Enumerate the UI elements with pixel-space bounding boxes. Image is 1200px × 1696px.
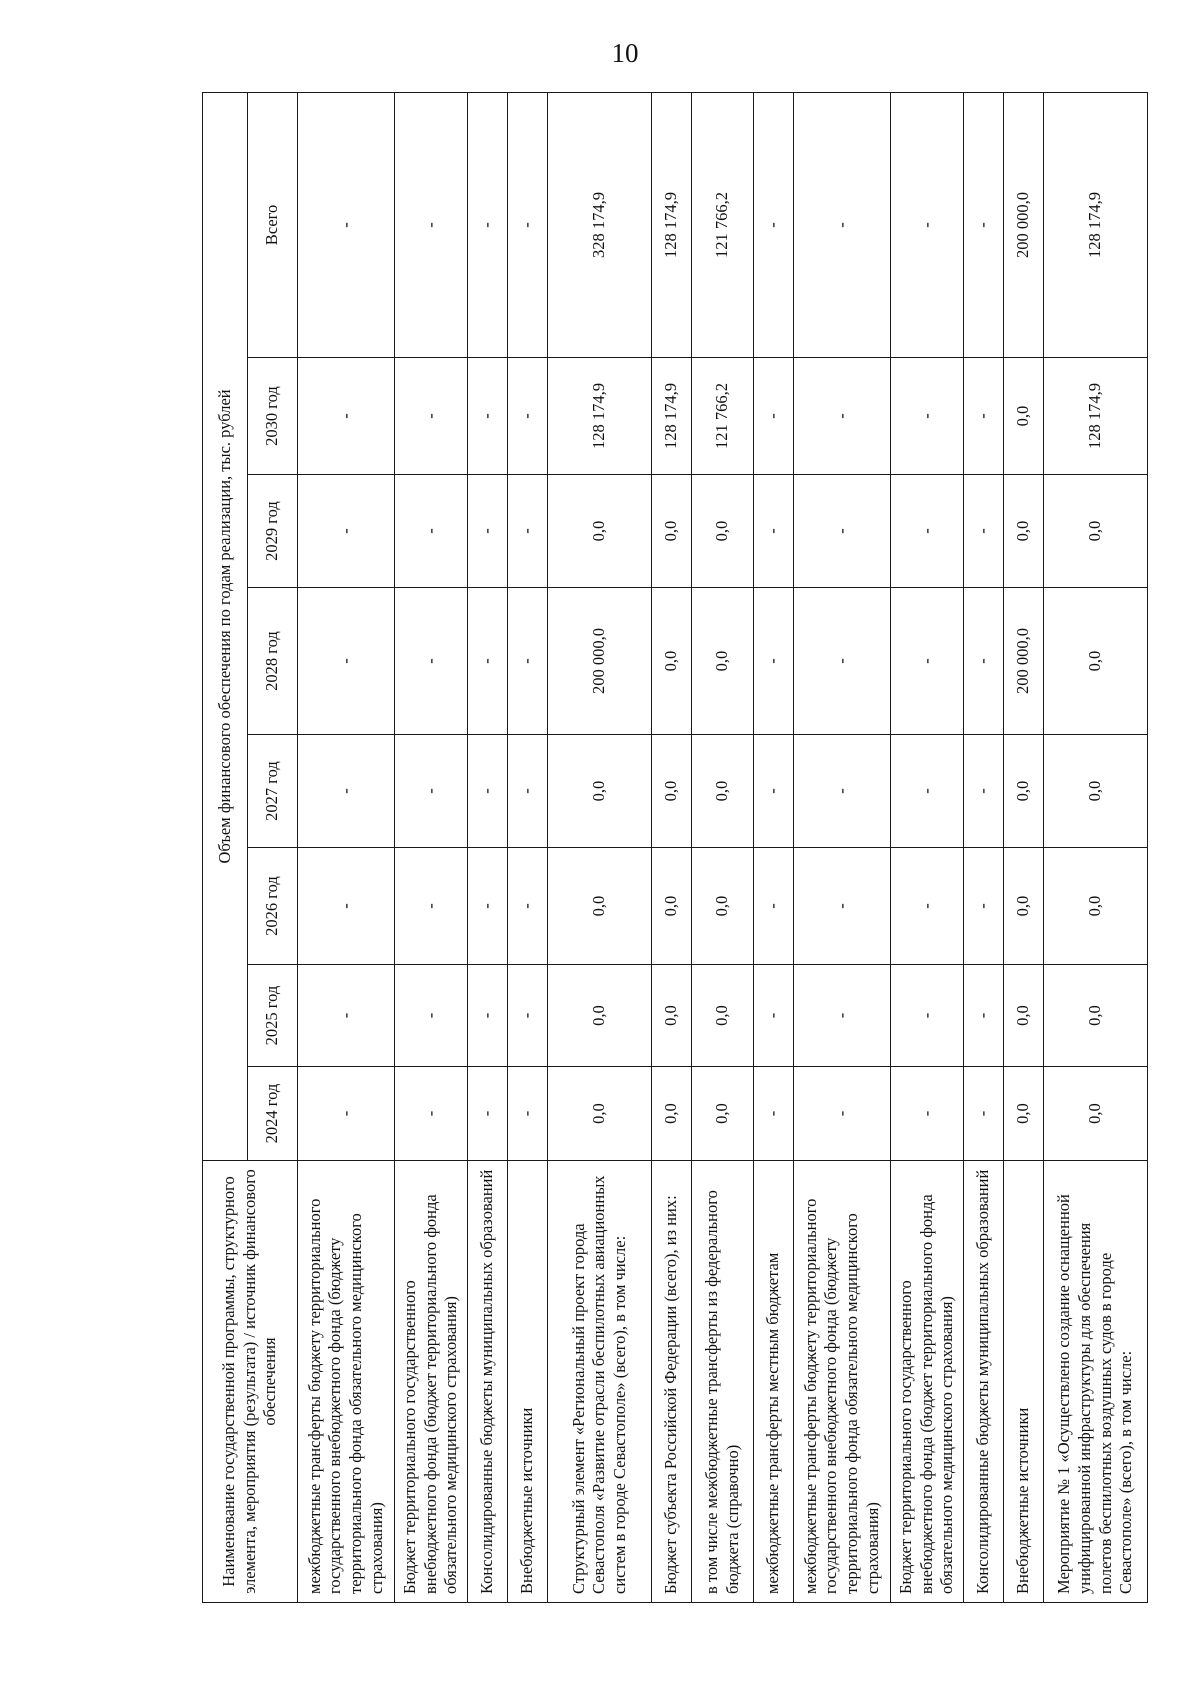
row-value-cell: -	[468, 588, 508, 735]
table-row	[395, 92, 468, 1602]
row-value-cell: 0,0	[1004, 965, 1044, 1067]
row-name-cell: Структурный элемент «Региональный проект города Севастополя «Развитие отрасли беспилотных авиационных систем в городе Севастополе» (всего), в том числе:	[548, 1161, 652, 1603]
row-value-cell: -	[964, 588, 1004, 735]
table-row	[891, 92, 964, 1602]
row-name-cell: Бюджет территориального государственного внебюджетного фонда (бюджет территориального фонда обязательного медицинского страхования)	[891, 1161, 964, 1603]
row-total-cell: -	[508, 92, 548, 357]
row-value-cell: -	[891, 358, 964, 475]
row-value-cell: 0,0	[652, 965, 692, 1067]
row-value-cell: 0,0	[652, 848, 692, 965]
header-year-2028: 2028 год	[248, 588, 298, 735]
row-value-cell: -	[754, 965, 794, 1067]
header-year-2025: 2025 год	[248, 965, 298, 1067]
row-value-cell: 0,0	[652, 588, 692, 735]
row-value-cell: 0,0	[692, 1067, 754, 1161]
row-total-cell: -	[964, 92, 1004, 357]
row-value-cell: -	[794, 1067, 891, 1161]
row-total-cell: 328 174,9	[548, 92, 652, 357]
row-value-cell: 0,0	[1044, 475, 1148, 588]
row-value-cell: -	[754, 735, 794, 848]
row-value-cell: -	[891, 848, 964, 965]
row-value-cell: -	[964, 475, 1004, 588]
row-value-cell: -	[964, 358, 1004, 475]
row-value-cell: -	[298, 1067, 395, 1161]
row-value-cell: 0,0	[692, 965, 754, 1067]
row-value-cell: 0,0	[692, 848, 754, 965]
row-value-cell: -	[508, 358, 548, 475]
table-row	[754, 92, 794, 1602]
header-year-2027: 2027 год	[248, 735, 298, 848]
row-value-cell: -	[891, 475, 964, 588]
rotated-table-container	[202, 93, 1147, 1603]
row-value-cell: 0,0	[1004, 358, 1044, 475]
row-value-cell: -	[508, 735, 548, 848]
row-value-cell: 0,0	[1004, 475, 1044, 588]
row-value-cell: -	[468, 358, 508, 475]
row-value-cell: -	[794, 588, 891, 735]
row-value-cell: -	[754, 358, 794, 475]
row-name-cell: Бюджет субъекта Российской Федерации (всего), из них:	[652, 1161, 692, 1603]
row-total-cell: 121 766,2	[692, 92, 754, 357]
page-number: 10	[611, 38, 639, 68]
table-body	[298, 92, 1148, 1602]
row-value-cell: -	[964, 735, 1004, 848]
row-value-cell: -	[794, 735, 891, 848]
row-name-cell: Внебюджетные источники	[508, 1161, 548, 1603]
row-value-cell: 0,0	[1044, 588, 1148, 735]
row-value-cell: -	[395, 475, 468, 588]
row-value-cell: -	[508, 965, 548, 1067]
table-row	[964, 92, 1004, 1602]
row-value-cell: -	[964, 1067, 1004, 1161]
row-value-cell: -	[754, 1067, 794, 1161]
row-value-cell: 128 174,9	[548, 358, 652, 475]
row-name-cell: Внебюджетные источники	[1004, 1161, 1044, 1603]
row-value-cell: -	[395, 848, 468, 965]
table-row	[298, 92, 395, 1602]
row-value-cell: -	[964, 965, 1004, 1067]
row-name-cell: Консолидированные бюджеты муниципальных образований	[468, 1161, 508, 1603]
row-value-cell: 0,0	[652, 735, 692, 848]
row-value-cell: -	[395, 965, 468, 1067]
row-value-cell: -	[508, 475, 548, 588]
row-value-cell: -	[891, 965, 964, 1067]
table-row	[1044, 92, 1148, 1602]
row-total-cell: -	[468, 92, 508, 357]
table-row	[794, 92, 891, 1602]
row-name-cell: в том числе межбюджетные трансферты из федерального бюджета (справочно)	[692, 1161, 754, 1603]
row-value-cell: 0,0	[652, 1067, 692, 1161]
header-year-2026: 2026 год	[248, 848, 298, 965]
row-value-cell: 0,0	[548, 848, 652, 965]
table-row	[692, 92, 754, 1602]
header-year-2030: 2030 год	[248, 358, 298, 475]
header-funding-group: Объем финансового обеспечения по годам реализации, тыс. рублей	[203, 92, 248, 1160]
row-value-cell: -	[468, 848, 508, 965]
row-value-cell: -	[794, 965, 891, 1067]
row-value-cell: 0,0	[1004, 1067, 1044, 1161]
row-value-cell: -	[964, 848, 1004, 965]
row-total-cell: -	[794, 92, 891, 357]
row-name-cell: межбюджетные трансферты бюджету территориального государственного внебюджетного фонда (бюджету территориального фонда обязательного медицинского страхования)	[794, 1161, 891, 1603]
row-value-cell: 0,0	[692, 735, 754, 848]
row-value-cell: -	[754, 848, 794, 965]
row-value-cell: -	[891, 588, 964, 735]
row-name-cell: межбюджетные трансферты бюджету территориального государственного внебюджетного фонда (бюджету территориального фонда обязательного медицинского страхования)	[298, 1161, 395, 1603]
row-value-cell: 0,0	[1004, 735, 1044, 848]
row-total-cell: 200 000,0	[1004, 92, 1044, 357]
header-name-column: Наименование государственной программы, структурного элемента, мероприятия (результата) / источник финансового обеспечения	[203, 1161, 298, 1603]
budget-table	[202, 92, 1148, 1603]
row-value-cell: -	[298, 965, 395, 1067]
row-value-cell: -	[395, 735, 468, 848]
row-total-cell: 128 174,9	[652, 92, 692, 357]
row-total-cell: -	[754, 92, 794, 357]
row-value-cell: 0,0	[548, 735, 652, 848]
header-row-group	[203, 92, 248, 1602]
table-row	[468, 92, 508, 1602]
row-value-cell: -	[794, 848, 891, 965]
row-value-cell: -	[468, 735, 508, 848]
row-value-cell: 0,0	[1044, 735, 1148, 848]
row-value-cell: -	[395, 358, 468, 475]
row-value-cell: 0,0	[1044, 965, 1148, 1067]
row-value-cell: -	[508, 1067, 548, 1161]
row-value-cell: 0,0	[548, 965, 652, 1067]
row-value-cell: 0,0	[548, 1067, 652, 1161]
table-row	[1004, 92, 1044, 1602]
row-name-cell: Консолидированные бюджеты муниципальных образований	[964, 1161, 1004, 1603]
row-value-cell: -	[298, 848, 395, 965]
row-value-cell: 0,0	[692, 475, 754, 588]
row-value-cell: -	[298, 735, 395, 848]
row-value-cell: -	[468, 475, 508, 588]
row-total-cell: -	[891, 92, 964, 357]
table-row	[508, 92, 548, 1602]
row-value-cell: 0,0	[548, 475, 652, 588]
row-value-cell: 200 000,0	[548, 588, 652, 735]
row-value-cell: -	[298, 588, 395, 735]
row-total-cell: -	[395, 92, 468, 357]
row-value-cell: -	[794, 475, 891, 588]
header-year-2024: 2024 год	[248, 1067, 298, 1161]
table-row	[652, 92, 692, 1602]
row-value-cell: -	[891, 1067, 964, 1161]
row-value-cell: 200 000,0	[1004, 588, 1044, 735]
row-value-cell: 0,0	[692, 588, 754, 735]
header-total: Всего	[248, 92, 298, 357]
row-name-cell: межбюджетные трансферты местным бюджетам	[754, 1161, 794, 1603]
row-value-cell: 0,0	[1044, 1067, 1148, 1161]
row-value-cell: -	[794, 358, 891, 475]
row-value-cell: -	[298, 475, 395, 588]
row-value-cell: 128 174,9	[652, 358, 692, 475]
row-value-cell: -	[395, 1067, 468, 1161]
row-value-cell: 128 174,9	[1044, 358, 1148, 475]
row-value-cell: 0,0	[1044, 848, 1148, 965]
row-value-cell: 121 766,2	[692, 358, 754, 475]
row-value-cell: -	[891, 735, 964, 848]
row-value-cell: 0,0	[652, 475, 692, 588]
row-value-cell: -	[395, 588, 468, 735]
row-value-cell: -	[754, 588, 794, 735]
row-total-cell: -	[298, 92, 395, 357]
row-value-cell: -	[508, 588, 548, 735]
table-row	[548, 92, 652, 1602]
row-value-cell: -	[298, 358, 395, 475]
header-year-2029: 2029 год	[248, 475, 298, 588]
row-name-cell: Бюджет территориального государственного внебюджетного фонда (бюджет территориального фонда обязательного медицинского страхования)	[395, 1161, 468, 1603]
row-total-cell: 128 174,9	[1044, 92, 1148, 357]
row-value-cell: -	[754, 475, 794, 588]
row-name-cell: Мероприятие № 1 «Осуществлено создание оснащенной унифицированной инфраструктуры для обеспечения полетов беспилотных воздушных судов в городе Севастополе» (всего), в том числе:	[1044, 1161, 1148, 1603]
row-value-cell: -	[468, 965, 508, 1067]
row-value-cell: 0,0	[1004, 848, 1044, 965]
row-value-cell: -	[468, 1067, 508, 1161]
row-value-cell: -	[508, 848, 548, 965]
